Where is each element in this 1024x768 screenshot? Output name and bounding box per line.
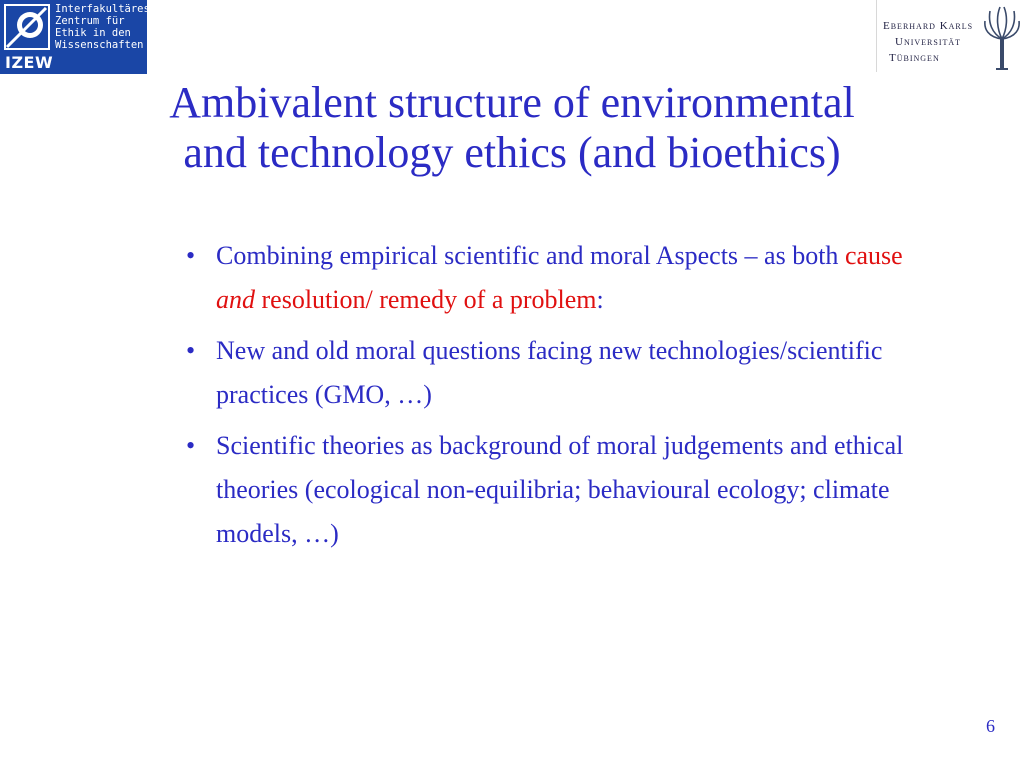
izew-acronym: IZEW xyxy=(5,53,54,72)
izew-line: Zentrum für xyxy=(55,15,125,27)
university-line: Universität xyxy=(895,36,962,48)
university-logo-text xyxy=(883,18,973,66)
slide-title xyxy=(80,78,944,178)
bullet-item xyxy=(186,424,946,556)
izew-line: Interfakultäres xyxy=(55,3,150,15)
izew-line: Wissenschaften xyxy=(55,39,144,51)
izew-logo xyxy=(0,0,150,74)
izew-emblem-icon xyxy=(4,4,50,50)
university-logo xyxy=(876,0,1024,72)
highlight-and: and xyxy=(216,285,255,314)
bullet-text-end: : xyxy=(596,285,604,314)
bullet-text: Scientific theories as background of moral judgements and ethical theories (ecological non-equilibria; behavioural ecology; climate models, …) xyxy=(216,431,904,548)
university-line: Eberhard Karls xyxy=(883,20,974,32)
bullet-item xyxy=(186,234,946,322)
highlight-cause: cause xyxy=(844,241,903,270)
bullet-text: Combining empirical scientific and moral Aspects – as both xyxy=(216,241,845,270)
izew-line: Ethik in den xyxy=(55,27,131,39)
izew-logo-text xyxy=(55,3,150,51)
palm-tree-icon xyxy=(982,3,1022,71)
bullet-text: New and old moral questions facing new technologies/scientific practices (GMO, …) xyxy=(216,336,883,409)
title-line: Ambivalent structure of environmental xyxy=(169,78,855,127)
highlight-resolution: resolution/ remedy of a problem xyxy=(261,285,597,314)
bullet-list xyxy=(186,234,946,563)
slide-number: 6 xyxy=(986,716,995,736)
title-line: and technology ethics (and bioethics) xyxy=(183,128,841,177)
university-line: Tübingen xyxy=(889,52,940,64)
bullet-item xyxy=(186,329,946,417)
